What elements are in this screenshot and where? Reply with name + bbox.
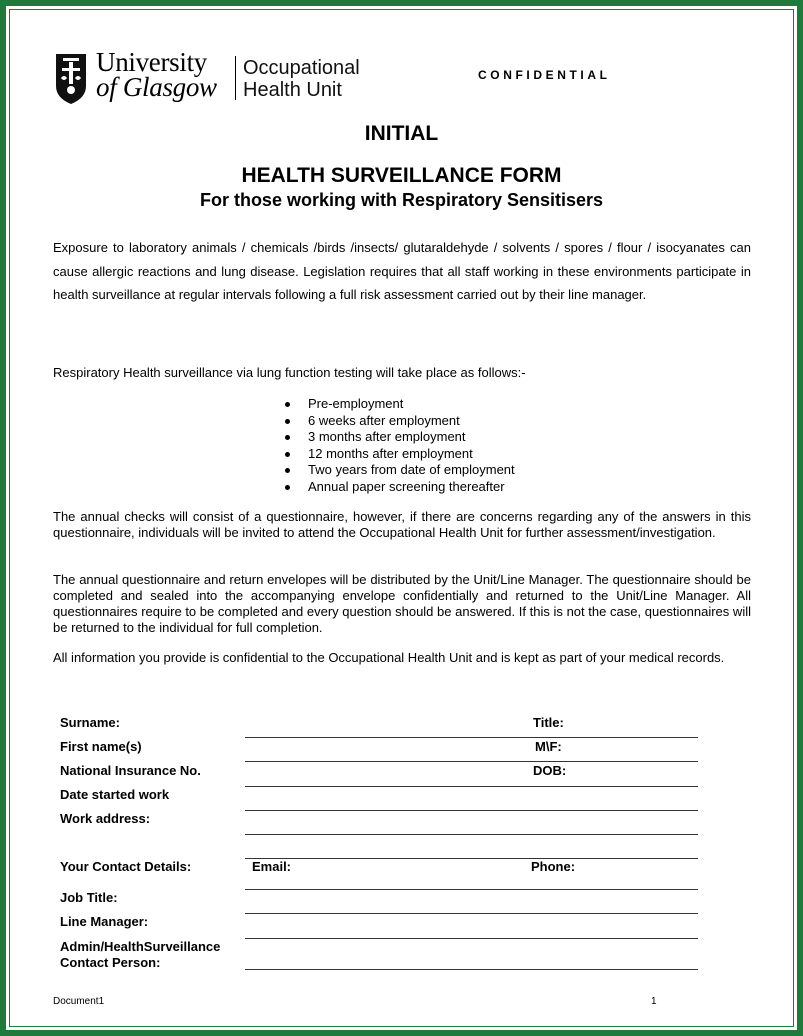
form-title: HEALTH SURVEILLANCE FORM [241,164,562,187]
gender-label: M\F: [535,739,562,754]
phone-label: Phone: [531,859,576,874]
bullet-icon [285,419,290,424]
logo-divider [235,56,236,100]
unit-name [243,57,360,101]
first-name-label: First name(s) [60,739,142,754]
schedule-item-text: Pre-employment [308,396,404,411]
schedule-list [285,396,515,495]
bullet-icon [285,435,290,440]
university-name-line1: University [96,47,207,77]
job-title-field[interactable] [245,913,698,914]
admin-contact-field[interactable] [245,969,698,970]
annual-checks-paragraph: The annual checks will consist of a questionnaire, however, if there are concerns regarding any of the answers in this questionnaire, individuals will be invited to attend the Occupational Health Unit for further assessment/investigation. [53,509,751,540]
schedule-item-text: 6 weeks after employment [308,412,460,428]
work-address-field[interactable] [245,834,698,835]
university-crest-icon [54,52,88,106]
document-name: Document1 [53,996,105,1007]
bullet-icon [285,485,290,490]
bullet-icon [285,468,290,473]
schedule-item [285,413,515,430]
schedule-item-text: 12 months after employment [308,445,473,461]
contact-details-field[interactable] [245,889,698,890]
schedule-item-text: Two years from date of employment [308,462,515,477]
admin-contact-label [60,939,220,971]
title-label: Title: [533,715,564,730]
form-subtitle: For those working with Respiratory Sensitisers [199,190,604,210]
first-name-field[interactable] [245,761,698,762]
confidential-label: CONFIDENTIAL [478,68,611,82]
schedule-item [285,479,515,496]
unit-name-line2: Health Unit [243,79,342,101]
surveillance-paragraph: Respiratory Health surveillance via lung function testing will take place as follows:- [53,365,526,380]
contact-details-label: Your Contact Details: [60,859,192,874]
ni-number-field[interactable] [245,786,698,787]
intro-paragraph: Exposure to laboratory animals / chemicals /birds /insects/ glutaraldehyde / solvents / spores / flour / isocyanates can cause allergic reactions and lung disease. Legislation requires that all staff working in these environments participate in health surveillance at regular intervals following a full risk assessment carried out by their line manager. [53,240,751,302]
schedule-item [285,462,515,479]
form-title-initial: INITIAL [364,122,439,145]
schedule-item [285,396,515,413]
university-name-line2: of Glasgow [96,72,217,102]
confidentiality-paragraph: All information you provide is confidential to the Occupational Health Unit and is kept as part of your medical records. [53,650,725,665]
date-started-field[interactable] [245,810,698,811]
date-started-label: Date started work [60,787,170,802]
bullet-icon [285,402,290,407]
admin-contact-label-line1: Admin/HealthSurveillance [60,939,221,954]
schedule-item-text: 3 months after employment [308,429,466,444]
unit-name-line1: Occupational [243,57,360,79]
ni-number-label: National Insurance No. [60,763,201,778]
work-address-field-line2[interactable] [245,858,698,859]
questionnaire-paragraph: The annual questionnaire and return envelopes will be distributed by the Unit/Line Manager. The questionnaire should be completed and sealed into the accompanying envelope confidentially and returned to the Unit/Line Manager. All questionnaires require to be completed and every question should be answered. If this is not the case, questionnaires will be returned to the individual for full completion. [53,572,751,635]
page-number: 1 [651,996,657,1007]
surname-label: Surname: [60,715,120,730]
dob-label: DOB: [533,763,567,778]
admin-contact-label-line2: Contact Person: [60,955,161,970]
work-address-label: Work address: [60,811,151,826]
job-title-label: Job Title: [60,890,118,905]
university-wordmark [96,47,236,102]
schedule-item [285,446,515,463]
schedule-item [285,429,515,446]
schedule-item-text: Annual paper screening thereafter [308,478,505,494]
email-label: Email: [252,859,292,874]
surname-field[interactable] [245,737,698,738]
bullet-icon [285,452,290,457]
line-manager-field[interactable] [245,938,698,939]
line-manager-label: Line Manager: [60,914,149,929]
